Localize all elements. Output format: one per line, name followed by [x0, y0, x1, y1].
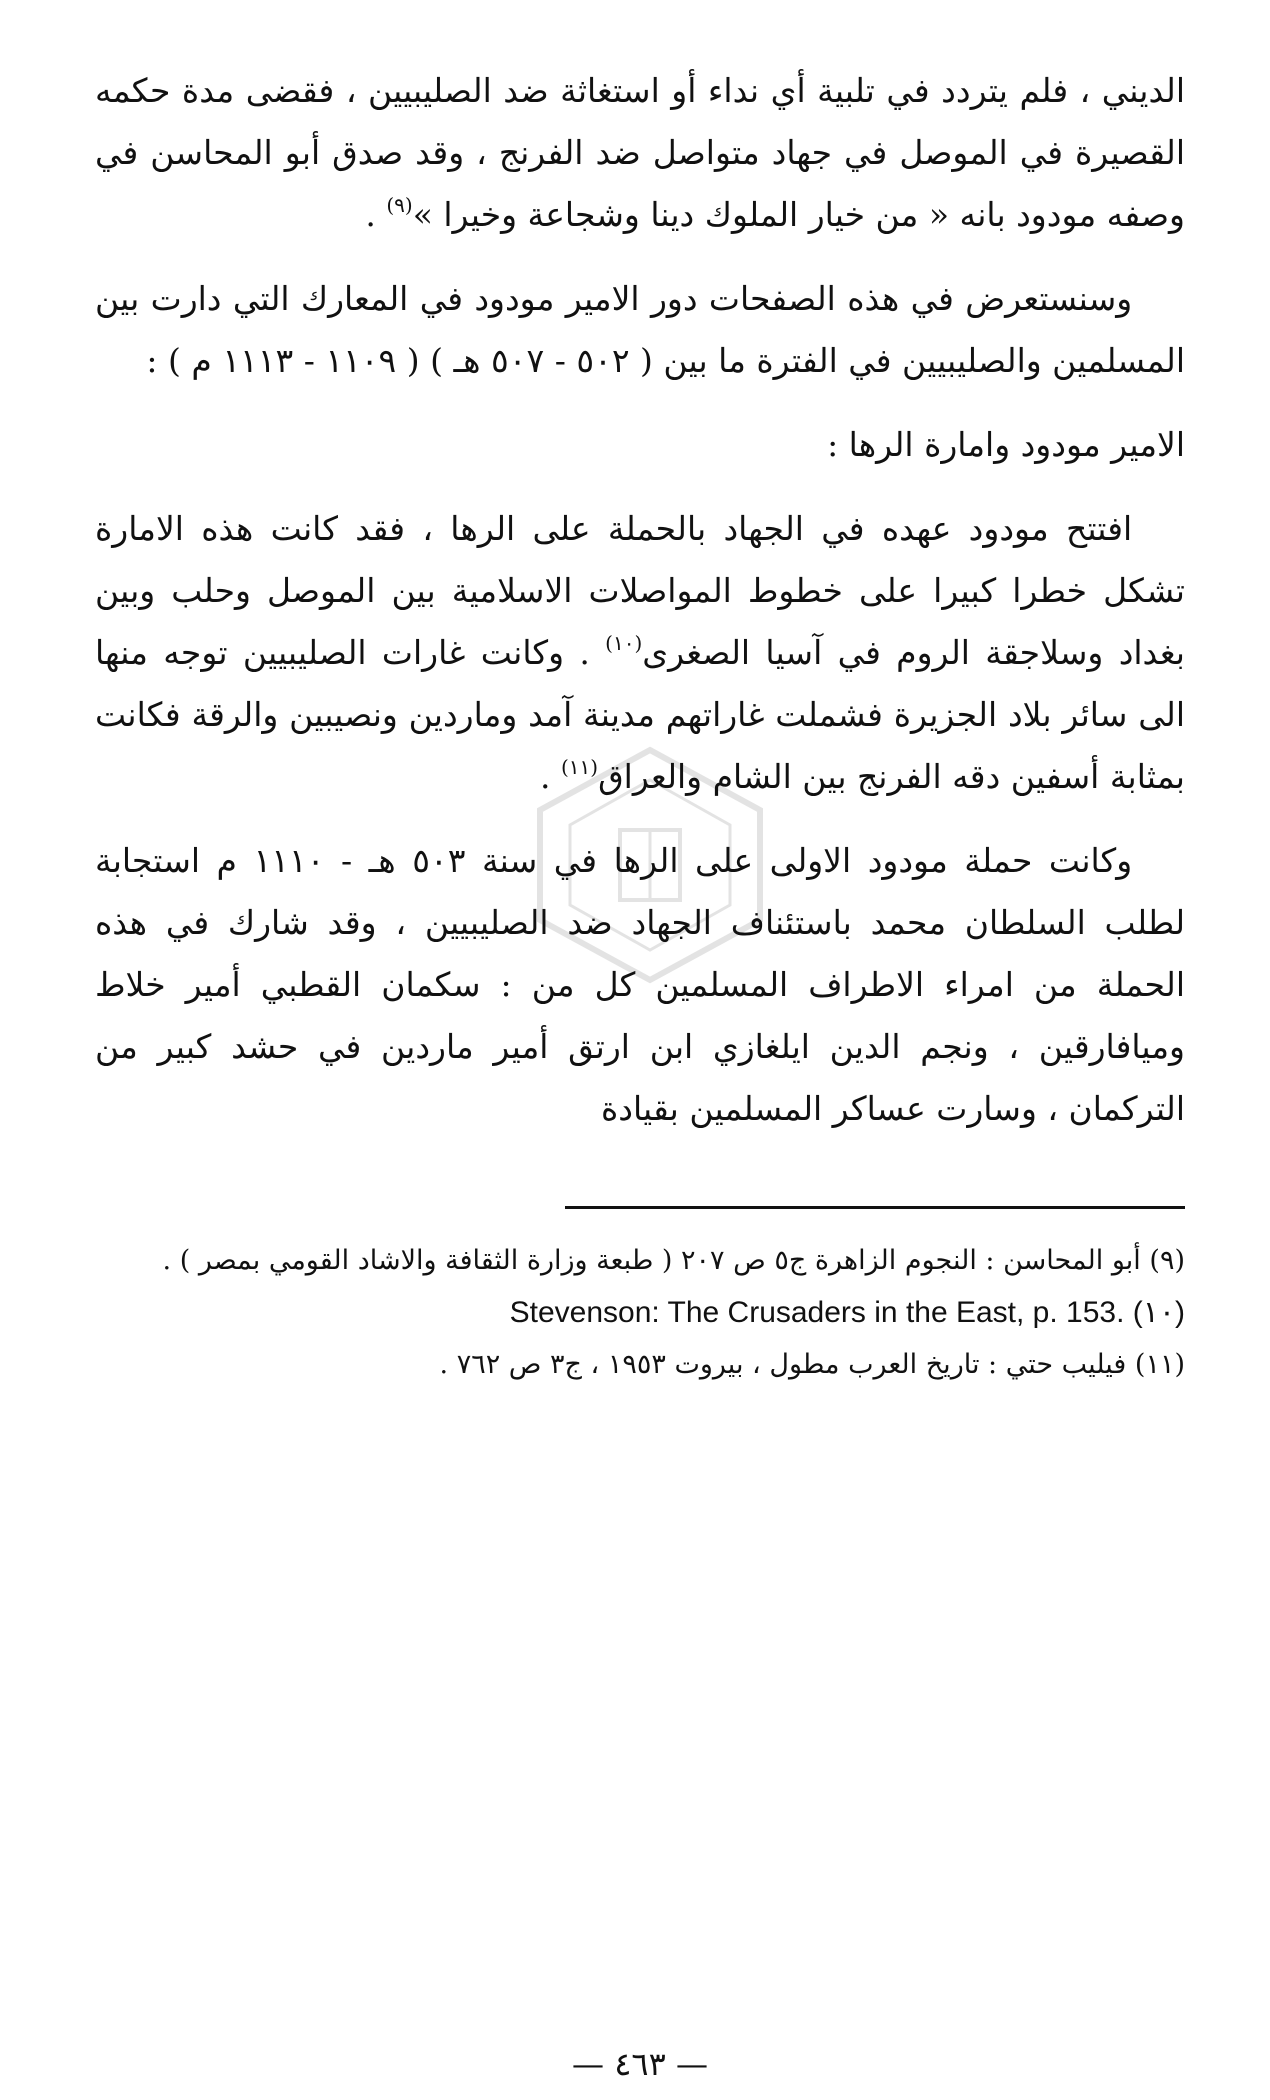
footnote-10-number: (١٠) [1132, 1296, 1185, 1329]
paragraph-2-text: وسنستعرض في هذه الصفحات دور الامير مودود في المعارك التي دارت بين المسلمين والصليبيين في الفترة ما بين ( ٥٠٢ - ٥٠٧ هـ ) ( ١١٠٩ - ١١١٣ م ) : [95, 279, 1185, 380]
paragraph-3-end: . [539, 757, 561, 796]
footnote-9: (٩) أبو المحاسن : النجوم الزاهرة ج٥ ص ٢٠٧ ( طبعة وزارة الثقافة والاشاد القومي بمصر ) . [162, 1245, 1185, 1276]
paragraph-1 [95, 60, 1185, 246]
footnote-10-text: Stevenson: The Crusaders in the East, p. 153. [509, 1296, 1125, 1329]
page-number: — ٤٦٣ — [572, 2045, 708, 2083]
footnote-11: (١١) فيليب حتي : تاريخ العرب مطول ، بيروت ١٩٥٣ ، ج٣ ص ٧٦٢ . [439, 1349, 1185, 1380]
document-page [95, 60, 1185, 2083]
paragraph-2 [95, 268, 1185, 392]
footnote-divider [565, 1206, 1185, 1209]
footnote-ref-9: (٩) [386, 193, 413, 217]
footnote-ref-11: (١١) [560, 755, 599, 779]
section-heading: الامير مودود وامارة الرها : [827, 425, 1185, 464]
paragraph-4 [95, 830, 1185, 1140]
paragraph-3-text: افتتح مودود عهده في الجهاد بالحملة على الرها ، فقد كانت هذه الامارة تشكل خطرا كبيرا على خطوط المواصلات الاسلامية بين الموصل وحلب وبين بغداد وسلاجقة الروم في آسيا الصغرى [95, 509, 1185, 672]
paragraph-4-text: وكانت حملة مودود الاولى على الرها في سنة ٥٠٣ هـ - ١١١٠ م استجابة لطلب السلطان محمد باستئناف الجهاد ضد الصليبيين ، وقد شارك في هذه الحملة من امراء الاطراف المسلمين كل من : سكمان القطبي أمير خلاط وميافارقين ، ونجم الدين ايلغازي ابن ارتق أمير ماردين في حشد كبير من التركمان ، وسارت عساكر المسلمين بقيادة [95, 841, 1185, 1128]
footnote-ref-10: (١٠) [605, 631, 643, 655]
paragraph-3 [95, 498, 1185, 808]
paragraph-1-end: . [365, 195, 387, 234]
paragraph-1-text: الديني ، فلم يتردد في تلبية أي نداء أو استغاثة ضد الصليبيين ، فقضى مدة حكمه القصيرة في الموصل في جهاد متواصل ضد الفرنج ، وقد صدق أبو المحاسن في وصفه مودود بانه « من خيار الملوك دينا وشجاعة وخيرا » [95, 71, 1185, 234]
paragraph-3-text-b: . وكانت غارات الصليبيين توجه منها الى سائر بلاد الجزيرة فشملت غاراتهم مدينة آمد وماردين ونصيبين والرقة فكانت بمثابة أسفين دقه الفرنج بين الشام والعراق [95, 633, 1185, 796]
footnote-10 [95, 1289, 1185, 1337]
